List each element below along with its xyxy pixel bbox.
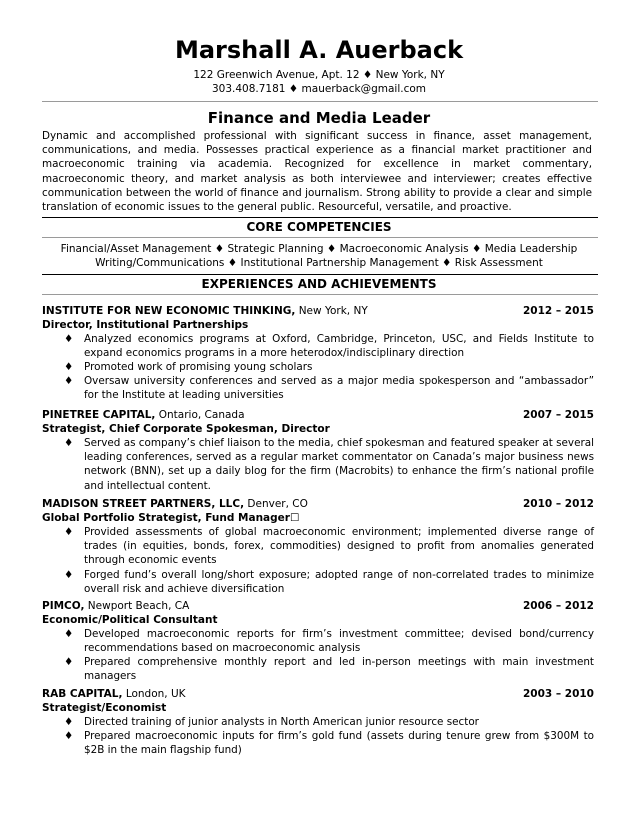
- job-role: Strategist, Chief Corporate Spokesman, Director: [42, 423, 330, 435]
- job-dates: 2003 – 2010: [522, 688, 594, 700]
- diamond-bullet-icon: ♦: [64, 333, 74, 345]
- job-bullet: [64, 729, 594, 757]
- job-bullet: [64, 627, 594, 655]
- bullet-text: Served as company’s chief liaison to the media, chief spokesman and featured speaker at several leading conferences, served as a regular market commentator on Canada’s major business news network (BNN), set up a daily blog for the firm (Macrobits) to enhance the firm’s national profile and intellectual content.: [84, 437, 594, 492]
- job-header: [42, 304, 594, 318]
- bullet-text: Prepared comprehensive monthly report and led in-person meetings with main investment managers: [84, 656, 594, 683]
- job-role: Strategist/Economist: [42, 702, 167, 714]
- job-location: New York, NY: [298, 305, 368, 317]
- job-header: [42, 408, 594, 422]
- diamond-bullet-icon: ♦: [64, 716, 74, 728]
- job-role: Director, Institutional Partnerships: [42, 319, 249, 331]
- job-role: Global Portfolio Strategist, Fund Manager☐: [42, 512, 300, 524]
- bullet-text: Developed macroeconomic reports for firm’s investment committee; devised bond/currency recommendations based on macroeconomic analysis: [84, 628, 594, 655]
- competencies-line-2: Writing/Communications ♦ Institutional Partnership Management ♦ Risk Assessment: [95, 257, 543, 269]
- bullet-text: Prepared macroeconomic inputs for firm’s gold fund (assets during tenure grew from $300M to $2B in the main flagship fund): [84, 730, 594, 757]
- experience-divider-bottom: [42, 294, 598, 295]
- employer-name: PINETREE CAPITAL,: [42, 409, 156, 421]
- header-divider: [42, 101, 598, 102]
- job-dates: 2007 – 2015: [522, 409, 594, 421]
- employer-name: INSTITUTE FOR NEW ECONOMIC THINKING,: [42, 305, 296, 317]
- bullet-text: Analyzed economics programs at Oxford, Cambridge, Princeton, USC, and Fields Institute to expand economics programs in a more heterodox/indisciplinary direction: [84, 333, 594, 360]
- contact-line: 303.408.7181 ♦ mauerback@gmail.com: [211, 83, 427, 95]
- job-bullet: [64, 360, 594, 374]
- core-divider-bottom: [42, 237, 598, 238]
- professional-headline: Finance and Media Leader: [207, 109, 431, 127]
- employer-name: MADISON STREET PARTNERS, LLC,: [42, 498, 245, 510]
- bullet-text: Promoted work of promising young scholars: [84, 361, 313, 373]
- job-location: Newport Beach, CA: [87, 600, 190, 612]
- job-bullet: [64, 715, 594, 729]
- competencies-line-1: Financial/Asset Management ♦ Strategic Planning ♦ Macroeconomic Analysis ♦ Media Leadership: [60, 243, 578, 255]
- job-bullet: [64, 436, 594, 493]
- bullet-text: Directed training of junior analysts in North American junior resource sector: [84, 716, 479, 728]
- diamond-bullet-icon: ♦: [64, 628, 74, 640]
- diamond-bullet-icon: ♦: [64, 730, 74, 742]
- job-dates: 2010 – 2012: [522, 498, 594, 510]
- candidate-name: Marshall A. Auerback: [174, 36, 464, 64]
- job-bullet: [64, 568, 594, 596]
- job-header: [42, 497, 594, 511]
- core-competencies-title: CORE COMPETENCIES: [246, 220, 392, 234]
- diamond-bullet-icon: ♦: [64, 569, 74, 581]
- bullet-text: Forged fund’s overall long/short exposure; adopted range of non-correlated trades to minimize overall risk and achieve diversification: [84, 569, 594, 596]
- job-dates: 2012 – 2015: [522, 305, 594, 317]
- diamond-bullet-icon: ♦: [64, 656, 74, 668]
- job-bullet: [64, 374, 594, 402]
- core-divider-top: [42, 217, 598, 218]
- diamond-bullet-icon: ♦: [64, 526, 74, 538]
- job-location: London, UK: [125, 688, 186, 700]
- diamond-bullet-icon: ♦: [64, 375, 74, 387]
- address-line: 122 Greenwich Avenue, Apt. 12 ♦ New York, NY: [193, 69, 445, 81]
- diamond-bullet-icon: ♦: [64, 361, 74, 373]
- job-role: Economic/Political Consultant: [42, 614, 218, 626]
- summary-paragraph: Dynamic and accomplished professional with significant success in finance, asset management, communications, and media. Possesses practical experience as a financial market practitioner and macroeconomic training via academia. Recognized for excellence in market commentary, macroeconomic theory, and market analysis as both interviewee and interviewer; creates effective communication between the world of finance and journalism. Strong ability to provide a clear and simple translation of economic issues to the general public. Resourceful, versatile, and proactive.: [42, 130, 592, 214]
- job-header: [42, 599, 594, 613]
- job-dates: 2006 – 2012: [522, 600, 594, 612]
- job-location: Denver, CO: [247, 498, 308, 510]
- experience-title: EXPERIENCES AND ACHIEVEMENTS: [201, 277, 437, 291]
- job-bullet: [64, 655, 594, 683]
- employer-name: RAB CAPITAL,: [42, 688, 123, 700]
- job-location: Ontario, Canada: [158, 409, 245, 421]
- bullet-text: Provided assessments of global macroeconomic environment; implemented diverse range of trades (in equities, bonds, forex, commodities) designed to profit from anomalies generated through economic events: [84, 526, 594, 567]
- experience-divider-top: [42, 274, 598, 275]
- job-header: [42, 687, 594, 701]
- diamond-bullet-icon: ♦: [64, 437, 74, 449]
- job-bullet: [64, 525, 594, 568]
- employer-name: PIMCO,: [42, 600, 85, 612]
- bullet-text: Oversaw university conferences and served as a major media spokesperson and “ambassador” for the Institute at leading universities: [84, 375, 594, 402]
- job-bullet: [64, 332, 594, 360]
